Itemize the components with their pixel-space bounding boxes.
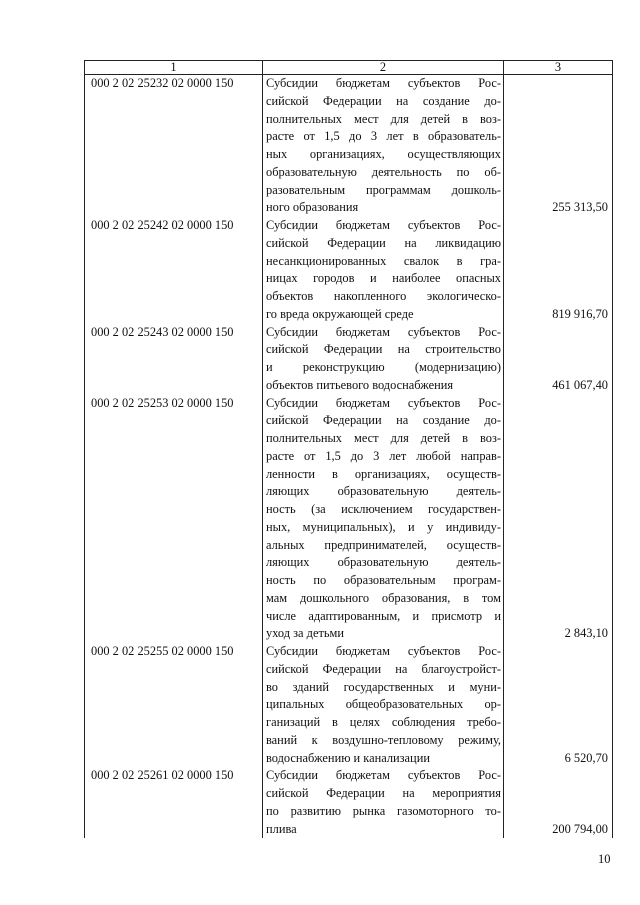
description-line: Субсидии бюджетам субъектов Рос- [266,644,501,658]
column-header-amount: 3 [504,61,613,75]
amount-value: 819 916,70 [504,217,613,324]
description-line: сийской Федерации на мероприятия [266,786,501,800]
page-number: 10 [598,852,611,866]
description-line: ных организациях, осуществляющих [266,147,501,161]
description-line: расте от 1,5 до 3 лет в образователь- [266,129,501,144]
table-row [85,324,613,395]
amount-value: 461 067,40 [504,324,613,395]
subsidy-description [263,217,504,324]
description-line: и реконструкцию (модернизацию) [266,360,501,374]
description-line: сийской Федерации на создание до- [266,413,501,428]
amount-value: 6 520,70 [504,643,613,767]
table-row [85,75,613,218]
column-header-code: 1 [85,61,263,75]
description-line: альных предпринимателей, осуществ- [266,537,501,552]
description-line: полнительных мест для детей в воз- [266,431,501,445]
amount-value: 2 843,10 [504,395,613,644]
table-header [85,61,613,75]
description-line: плива [266,821,297,836]
description-line: объектов накопленного экологическо- [266,289,501,303]
subsidy-description [263,324,504,395]
amount-value: 255 313,50 [504,75,613,218]
description-line: ципальных общеобразовательных ор- [266,697,501,712]
description-line: сийской Федерации на благоустройст- [266,661,501,676]
description-line: ных, муниципальных), и у индивиду- [266,519,501,534]
table-row [85,643,613,767]
budget-code: 000 2 02 25253 02 0000 150 [85,395,263,644]
description-line: образовательную деятельность по об- [266,164,501,179]
table-body [85,75,613,839]
description-line: ность по образовательным програм- [266,573,501,587]
description-line: во зданий государственных и муни- [266,679,501,694]
description-line: объектов питьевого водоснабжения [266,377,454,392]
budget-table [84,60,613,838]
description-line: ность (за исключением государствен- [266,502,501,516]
description-line: по развитию рынка газомоторного то- [266,803,501,818]
description-line: Субсидии бюджетам субъектов Рос- [266,218,501,232]
table-row [85,395,613,644]
description-line: Субсидии бюджетам субъектов Рос- [266,76,501,90]
description-line: Субсидии бюджетам субъектов Рос- [266,395,501,410]
description-line: разовательным программам дошколь- [266,182,501,197]
budget-code: 000 2 02 25242 02 0000 150 [85,217,263,324]
description-line: водоснабжению и канализации [266,750,430,765]
description-line: сийской Федерации на создание до- [266,93,501,108]
description-line: мам дошкольного образования, в том [266,590,501,605]
budget-code: 000 2 02 25243 02 0000 150 [85,324,263,395]
description-line: ганизаций в целях соблюдения требо- [266,715,501,729]
subsidy-description [263,395,504,644]
description-line: расте от 1,5 до 3 лет любой направ- [266,448,501,463]
subsidy-description [263,643,504,767]
description-line: полнительных мест для детей в воз- [266,111,501,126]
budget-code: 000 2 02 25232 02 0000 150 [85,75,263,218]
description-line: Субсидии бюджетам субъектов Рос- [266,768,501,783]
description-line: Субсидии бюджетам субъектов Рос- [266,324,501,339]
description-line: сийской Федерации на строительство [266,342,501,357]
subsidy-description [263,767,504,838]
description-line: несанкционированных свалок в гра- [266,253,501,268]
description-line: ваний к воздушно-тепловому режиму, [266,732,501,747]
description-line: уход за детьми [266,626,344,641]
column-header-description: 2 [263,61,504,75]
budget-code: 000 2 02 25255 02 0000 150 [85,643,263,767]
description-line: ляющих образовательную деятель- [266,484,501,499]
table-row [85,217,613,324]
table-row [85,767,613,838]
description-line: ляющих образовательную деятель- [266,555,501,570]
description-line: числе адаптированным, и присмотр и [266,608,501,623]
amount-value: 200 794,00 [504,767,613,838]
subsidy-description [263,75,504,218]
header-row [85,61,613,75]
description-line: го вреда окружающей среде [266,306,414,321]
description-line: ного образования [266,200,359,215]
description-line: сийской Федерации на ликвидацию [266,235,501,250]
description-line: ленности в организациях, осуществ- [266,466,501,481]
description-line: ницах городов и наиболее опасных [266,271,501,286]
budget-code: 000 2 02 25261 02 0000 150 [85,767,263,838]
